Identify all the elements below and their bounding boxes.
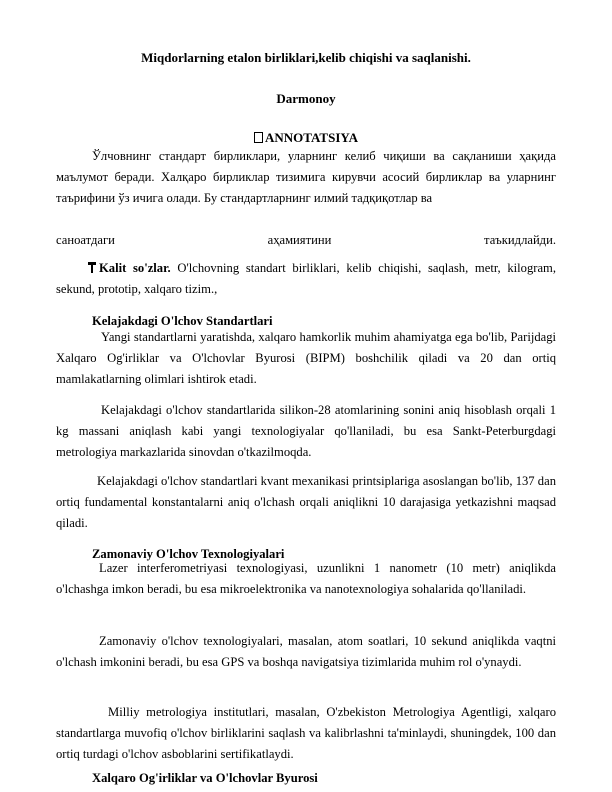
section-heading-bipm: Xalqaro Og'irliklar va O'lchovlar Byurosi <box>92 771 318 785</box>
paragraph-text: Yangi standartlarni yaratishda, xalqaro hamkorlik muhim ahamiyatga ega bo'lib, Parijdagi Xalqaro Og'irliklar va O'lchovlar Byurosi (BIPM) boshchilik qiladi va 20 dan ortiq mamlakatlarning olimlari ishtirok etadi. <box>56 330 556 386</box>
annotation-heading-text: ANNOTATSIYA <box>265 130 358 145</box>
section-2-paragraph-2 <box>56 631 556 673</box>
paragraph-text: Kelajakdagi o'lchov standartlarida silikon-28 atomlarining sonini aniq hisoblash orqali 1 kg massani aniqlash kabi yangi texnologiyalar qo'llaniladi, bu esa Sankt-Peterburgdagi metrologiya markazlarida sinovdan o'tkazilmoqda. <box>56 403 556 459</box>
keywords-text: O'lchovning standart birliklari, kelib chiqishi, saqlash, metr, kilogram, sekund, prototip, xalqaro tizim., <box>56 261 556 296</box>
annotation-last-word-2: аҳамиятини <box>267 233 332 247</box>
section-1-paragraph-2 <box>56 400 556 463</box>
section-heading-modern-technologies: Zamonaviy O'lchov Texnologiyalari <box>92 547 285 561</box>
paragraph-text: Kelajakdagi o'lchov standartlari kvant mexanikasi printsiplariga asoslangan bo'lib, 137 dan ortiq fundamental konstantalarni aniq o'lchash orqali aniqlikni 10 darajasiga yetkazishni maqsad qiladi. <box>56 474 556 530</box>
annotation-text <box>56 146 556 209</box>
section-2-paragraph-3 <box>56 702 556 765</box>
annotation-last-word-3: таъкидлайди. <box>484 233 556 247</box>
section-1-paragraph-3 <box>56 471 556 534</box>
annotation-last-line <box>56 230 556 251</box>
keywords-label: Kalit so'zlar. <box>99 261 171 275</box>
paragraph-text: Lazer interferometriyasi texnologiyasi, uzunlikni 1 nanometr (10 metr) aniqlikda o'lchashga imkon beradi, bu esa mikroelektronika va nanotexnologiya sohalarida qo'llaniladi. <box>56 561 556 596</box>
paper-title: Miqdorlarning etalon birliklari,kelib chiqishi va saqlanishi. <box>141 50 471 65</box>
section-heading-future-standards: Kelajakdagi O'lchov Standartlari <box>92 314 273 328</box>
keywords-paragraph <box>56 258 556 300</box>
box-glyph-icon <box>254 132 263 143</box>
annotation-heading <box>0 130 612 146</box>
section-1-paragraph-1 <box>56 327 556 390</box>
paragraph-text: Zamonaviy o'lchov texnologiyalari, masalan, atom soatlari, 10 sekund aniqlikda vaqtni o'lchash imkonini beradi, bu esa GPS va boshqa navigatsiya tizimlarida muhim rol o'ynaydi. <box>56 634 556 669</box>
pin-icon <box>88 262 96 273</box>
author-name: Darmonoy <box>276 91 336 106</box>
section-2-paragraph-1 <box>56 558 556 600</box>
paragraph-text: Milliy metrologiya institutlari, masalan, O'zbekiston Metrologiya Agentligi, xalqaro standartlarga muvofiq o'lchov birliklarini saqlash va kalibrlashni ta'minlaydi, shuningdek, 100 dan ortiq turdagi o'lchov asboblarini sertifikatlaydi. <box>56 705 556 761</box>
annotation-body: Ўлчовнинг стандарт бирликлари, уларнинг келиб чиқиши ва сақланиши ҳақида маълумот беради. Халқаро бирликлар тизимига кирувчи асосий бирликлар ва уларнинг таърифини ўз ичига олади. Бу стандартларнинг илмий тадқиқотлар ва <box>56 149 556 205</box>
annotation-last-word-1: саноатдаги <box>56 233 115 247</box>
